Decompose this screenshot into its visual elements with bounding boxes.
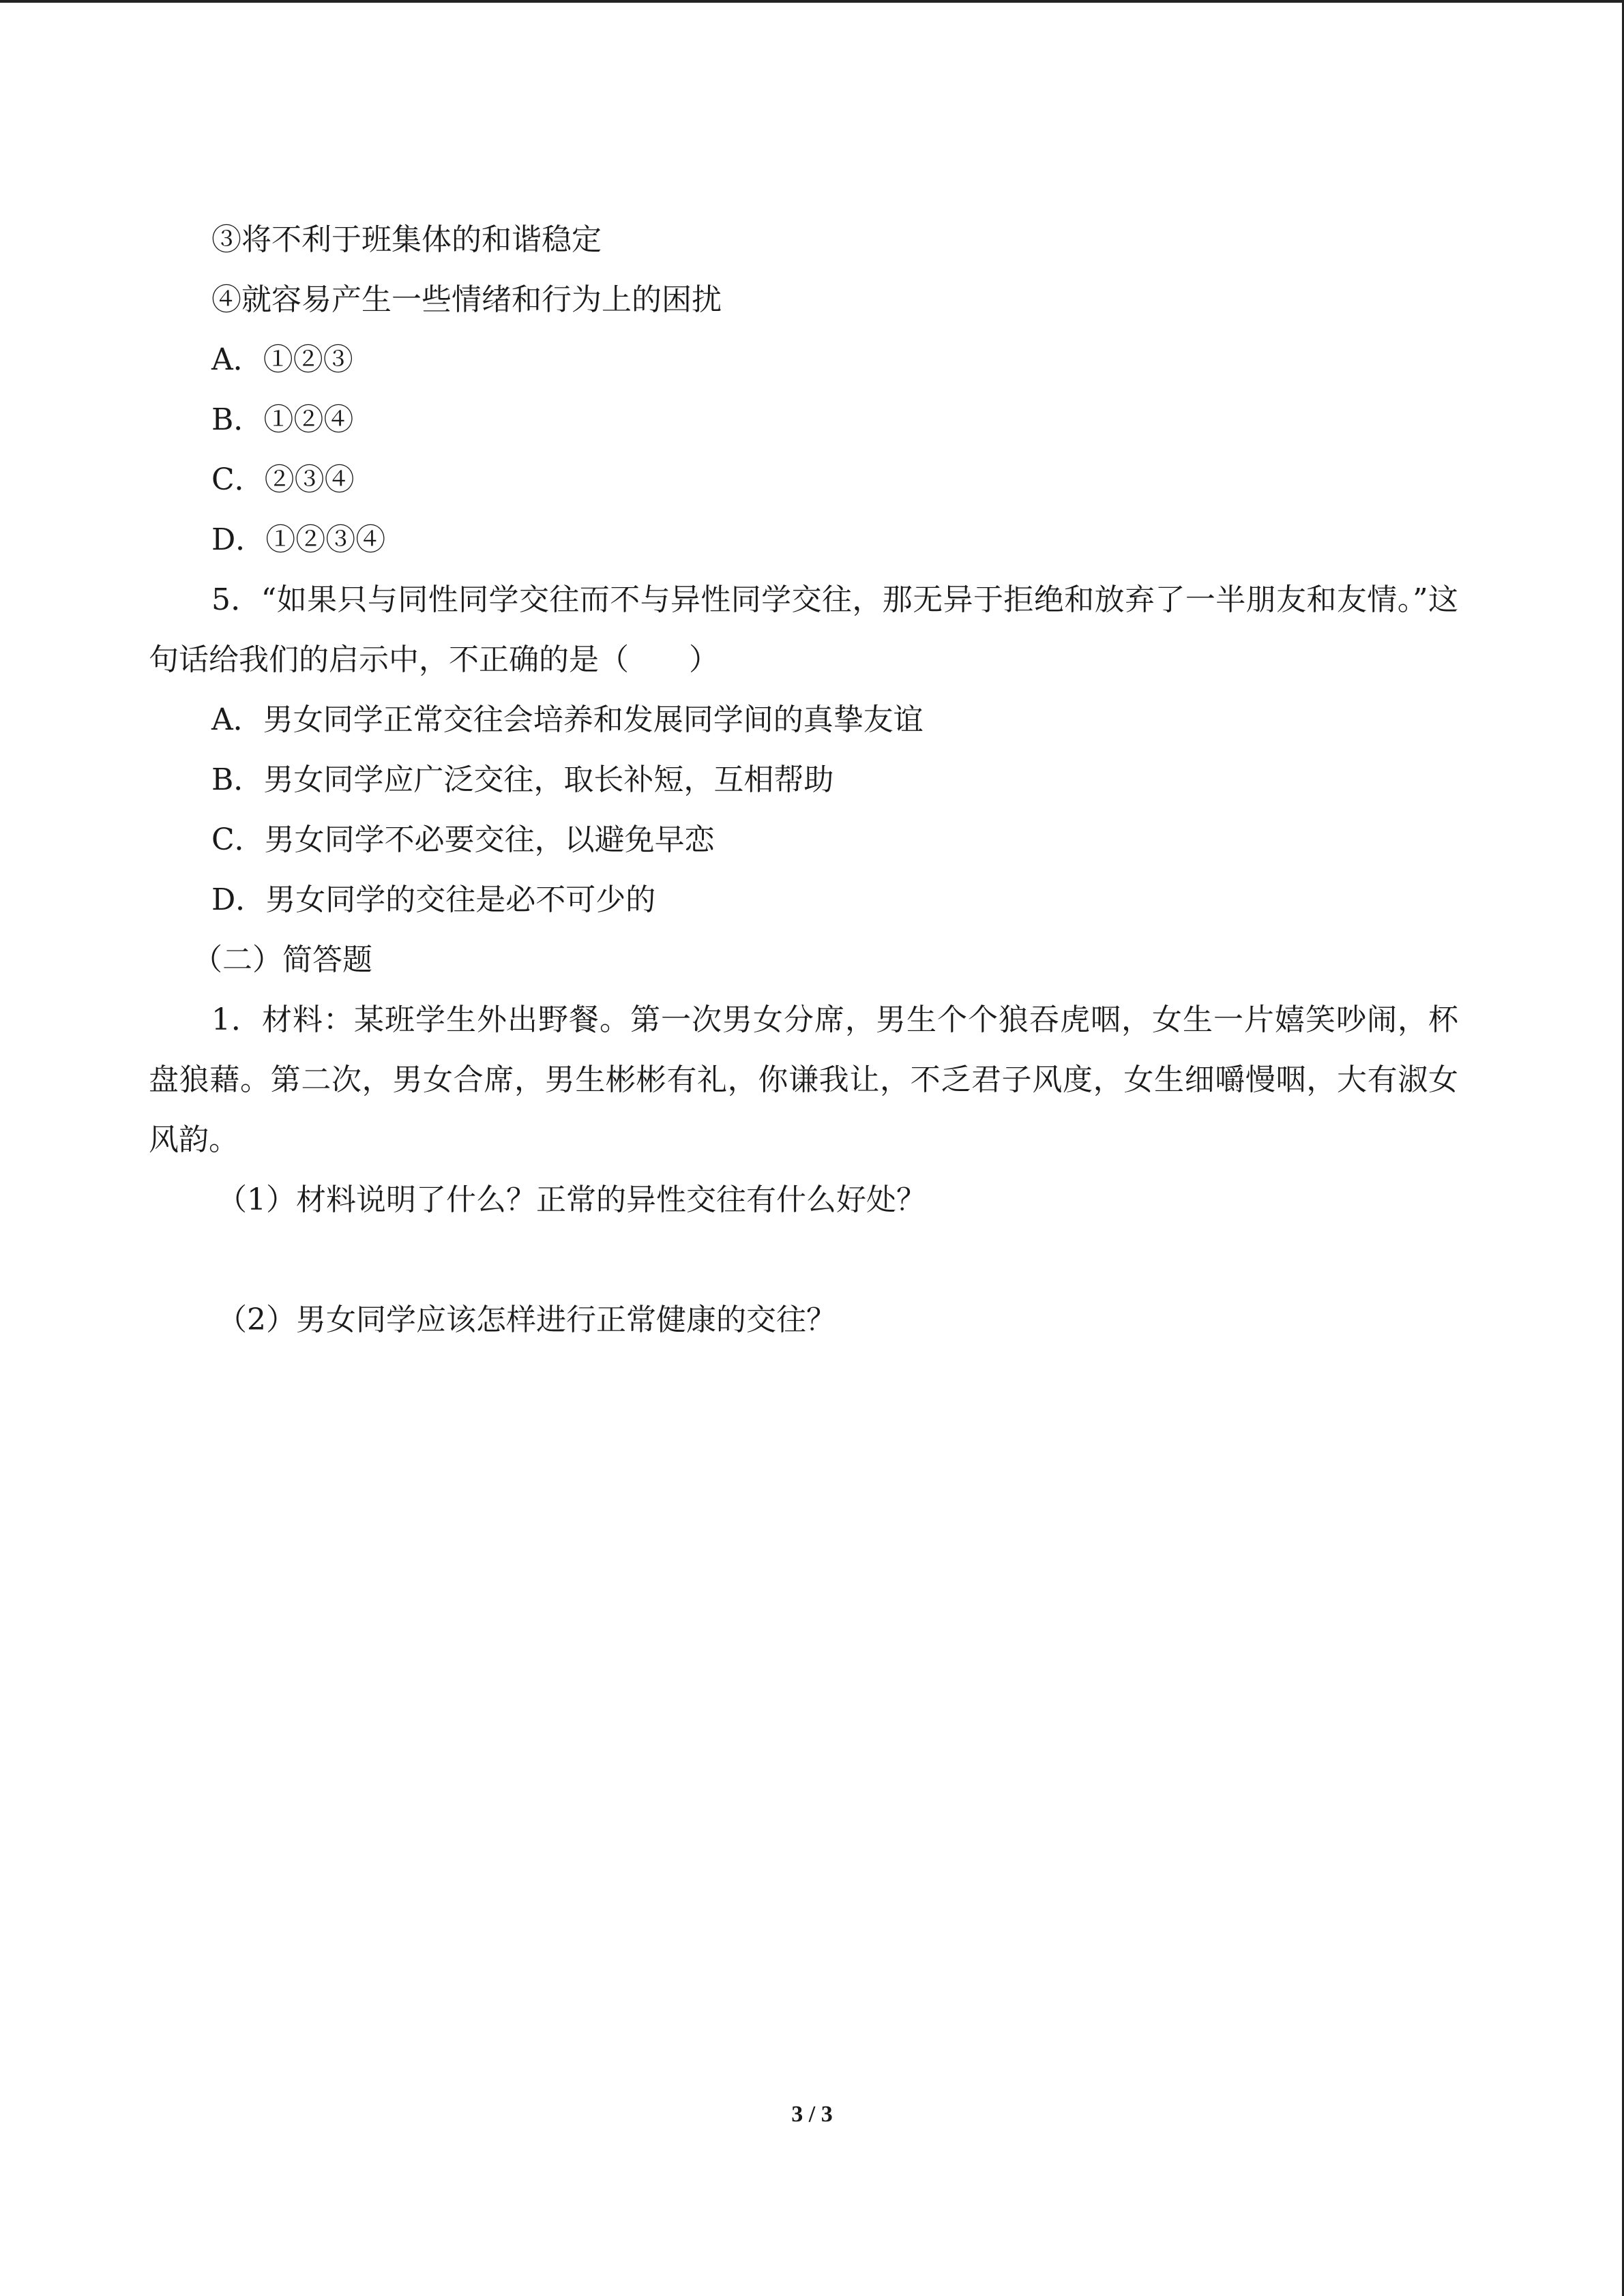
question-5-stem: 5．“如果只与同性同学交往而不与异性同学交往，那无异于拒绝和放弃了一半朋友和友情。”这句话给我们的启示中，不正确的是（ ） (149, 582, 1458, 677)
question-1-sub-1: （1）材料说明了什么？正常的异性交往有什么好处？ (217, 1182, 926, 1217)
page-number: 3 / 3 (791, 2102, 833, 2127)
option-c: C．②③④ (211, 462, 355, 497)
q5-option-c: C．男女同学不必要交往，以避免早恋 (211, 822, 715, 857)
question-1-sub-2: （2）男女同学应该怎样进行正常健康的交往？ (217, 1302, 836, 1337)
statement-3: ③将不利于班集体的和谐稳定 (211, 222, 602, 257)
document-body (149, 210, 1458, 1350)
option-d: D．①②③④ (211, 522, 386, 557)
section-title-short-answer: （二）简答题 (192, 942, 372, 977)
option-b: B．①②④ (211, 402, 354, 437)
statement-4: ④就容易产生一些情绪和行为上的困扰 (211, 282, 722, 317)
answer-space (149, 1230, 1458, 1290)
page-top-border (0, 0, 1624, 3)
option-a: A．①②③ (211, 342, 353, 377)
q5-option-d: D．男女同学的交往是必不可少的 (211, 882, 656, 917)
q5-option-b: B．男女同学应广泛交往，取长补短，互相帮助 (211, 762, 834, 797)
question-1-material: 1．材料：某班学生外出野餐。第一次男女分席，男生个个狼吞虎咽，女生一片嬉笑吵闹，杯盘狼藉。第二次，男女合席，男生彬彬有礼，你谦我让，不乏君子风度，女生细嚼慢咽，大有淑女风韵。 (149, 1002, 1458, 1157)
q5-option-a: A．男女同学正常交往会培养和发展同学间的真挚友谊 (211, 702, 924, 737)
